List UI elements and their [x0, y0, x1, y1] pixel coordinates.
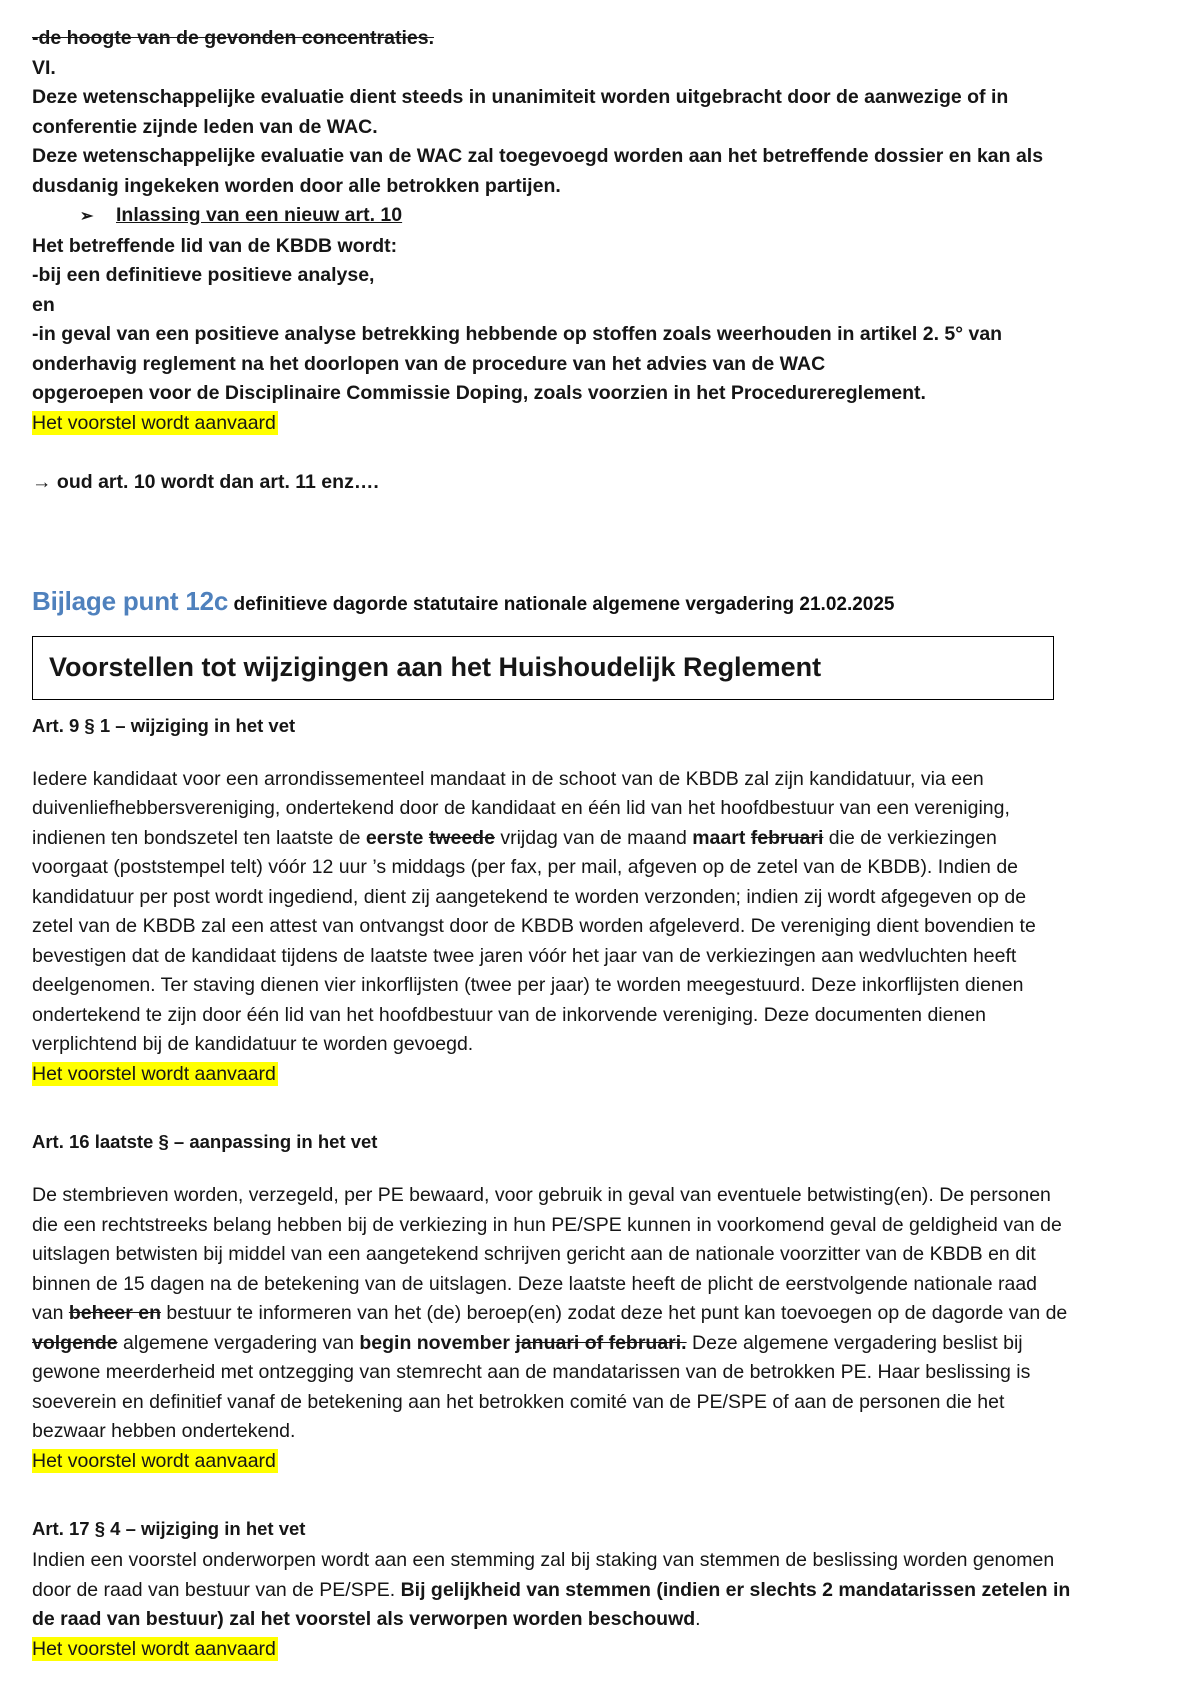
text-run: De stembrieven worden, verzegeld, per PE bewaard, voor gebruik in geval van eventuele betwisting(en). De personen die een rechtstreeks belang hebben bij de verkiezing in hun PE/SPE kunnen in voorkomend geval de geldigheid van de uitslagen betwisten bij middel van een aangetekend schrijven gericht aan de nationale voorzitter van de KBDB en dit binnen de 15 dagen na de betekening van de uitslagen. Deze laatste heeft de plicht de eerstvolgende nationale raad van: [32, 1184, 1062, 1324]
article-heading: Art. 9 § 1 – wijziging in het vet: [32, 714, 296, 736]
title-box: [32, 636, 1054, 700]
page-column: [32, 24, 1072, 1664]
article-heading: Art. 16 laatste § – aanpassing in het vet: [32, 1131, 378, 1152]
text-run-bold: eerste: [365, 826, 424, 849]
arrow-bullet-icon: ➢: [80, 208, 94, 225]
arrow-note-old-art-10: → oud art. 10 wordt dan art. 11 enz….: [32, 471, 379, 493]
text-run-bold-strikethrough: januari of februari.: [515, 1331, 687, 1354]
bijlage-heading: [32, 586, 1072, 617]
line-geval-analyse-1: -in geval van een positieve analyse betrekking hebbende op stoffen zoals weerhouden in artikel 2. 5° van: [32, 323, 1003, 345]
page-title: Voorstellen tot wijzigingen aan het Huishoudelijk Reglement: [49, 651, 822, 682]
text-run: bestuur te informeren van het (de) beroep(en) zodat deze het punt kan toevoegen op de dagorde van de: [166, 1302, 1068, 1324]
article-body: [32, 765, 1072, 1060]
paragraph-wetenschappelijke-evaluatie-2: Deze wetenschappelijke evaluatie van de WAC zal toegevoegd worden aan het betreffende dossier en kan als dusdanig ingekeken worden door alle betrokken partijen.: [32, 145, 1044, 197]
top-section: [32, 24, 1072, 498]
text-run-bold: Bij gelijkheid van stemmen (indien er slechts 2 mandatarissen zetelen in de raad van bestuur) zal het voorstel als verworpen worden beschouwd: [32, 1578, 1071, 1630]
bullet-inlassing-art-10: [32, 201, 1072, 232]
text-run-bold-strikethrough: beheer en: [68, 1302, 161, 1324]
struck-concentraties-line: -de hoogte van de gevonden concentraties.: [32, 27, 434, 49]
article-body: [32, 1181, 1072, 1447]
accepted-note-top-label: Het voorstel wordt aanvaard: [32, 411, 276, 434]
text-run: algemene vergadering van: [123, 1331, 360, 1354]
article-block-art-9: [32, 713, 1072, 1090]
text-run: Indien een voorstel onderworpen wordt aan een stemming zal bij staking van stemmen de beslissing worden genomen door de raad van bestuur van de PE/SPE.: [32, 1549, 1055, 1601]
bijlage-subtitle: definitieve dagorde statutaire nationale algemene vergadering 21.02.2025: [228, 593, 895, 615]
bullet-inlassing-label: Inlassing van een nieuw art. 10: [116, 204, 403, 226]
roman-numeral-vi: VI.: [32, 56, 56, 79]
accepted-note: [32, 1635, 1072, 1665]
accepted-note-top: [32, 409, 1072, 439]
article-block-art-16: [32, 1129, 1072, 1476]
text-run: Deze algemene vergadering beslist bij gewone meerderheid met ontzegging van stemrecht aan de mandatarissen van de betrokken PE. Haar beslissing is soeverein en definitief vanaf de betekening aan het betrokken comité van de PE/SPE of aan de personen die het bezwaar hebben ondertekend.: [32, 1331, 1031, 1442]
text-run-bold-strikethrough: volgende: [32, 1331, 118, 1354]
section-spacer: [32, 498, 1072, 586]
accepted-note-label: Het voorstel wordt aanvaard: [32, 1062, 276, 1085]
article-heading: Art. 17 § 4 – wijziging in het vet: [32, 1518, 306, 1539]
text-run: Iedere kandidaat voor een arrondissementeel mandaat in de schoot van de KBDB zal zijn kandidatuur, via een duivenliefhebbersvereniging, ondertekend door de kandidaat en één lid van het hoofdbestuur van een vereniging, indienen ten bondszetel ten laatste de: [32, 767, 1010, 849]
article-block-art-17: [32, 1516, 1072, 1664]
accepted-note-label: Het voorstel wordt aanvaard: [32, 1449, 276, 1472]
text-run: die de verkiezingen voorgaat (poststempel telt) vóór 12 uur ’s middags (per fax, per mail, afgeven op de zetel van de KBDB). Indien de kandidatuur per post wordt ingediend, dient zij aangetekend te worden verzonden; indien zij wordt afgegeven op de zetel van de KBDB zal een attest van ontvangst door de KBDB worden afgeleverd. De vereniging dient bovendien te bevestigen dat de kandidaat tijdens de laatste twee jaren vóór het jaar van de verkiezingen aan wedvluchten heeft deelgenomen. Ter staving dienen vier inkorflijsten (twee per jaar) te worden meegestuurd. Deze inkorflijsten dienen ondertekend te zijn door één lid van het hoofdbestuur van de inkorvende vereniging. Deze documenten dienen verplichtend bij de kandidatuur te worden gevoegd.: [32, 826, 1036, 1055]
text-run-bold-strikethrough: tweede: [428, 826, 495, 849]
text-run-bold: maart: [692, 826, 746, 849]
accepted-note: [32, 1060, 1072, 1090]
text-run-bold-strikethrough: februari: [750, 826, 824, 849]
text-run-bold: begin november: [359, 1331, 510, 1354]
text-run: vrijdag van de maand: [494, 826, 693, 849]
paragraph-wetenschappelijke-evaluatie-1: Deze wetenschappelijke evaluatie dient steeds in unanimiteit worden uitgebracht door de aanwezige of in conferentie zijnde leden van de WAC.: [32, 86, 1009, 138]
line-en: en: [32, 293, 55, 316]
line-definitieve-analyse: -bij een definitieve positieve analyse,: [32, 264, 375, 286]
bijlage-punt-label: Bijlage punt 12c: [32, 585, 229, 616]
line-kbdb-lid: Het betreffende lid van de KBDB wordt:: [32, 234, 398, 257]
line-geval-analyse-2: onderhavig reglement na het doorlopen van de procedure van het advies van de WAC: [32, 352, 826, 375]
article-body: [32, 1546, 1072, 1635]
line-geval-analyse-3: opgeroepen voor de Disciplinaire Commissie Doping, zoals voorzien in het Procedurereglement.: [32, 382, 926, 404]
text-run: .: [695, 1608, 701, 1630]
accepted-note-label: Het voorstel wordt aanvaard: [32, 1637, 276, 1660]
accepted-note: [32, 1447, 1072, 1477]
